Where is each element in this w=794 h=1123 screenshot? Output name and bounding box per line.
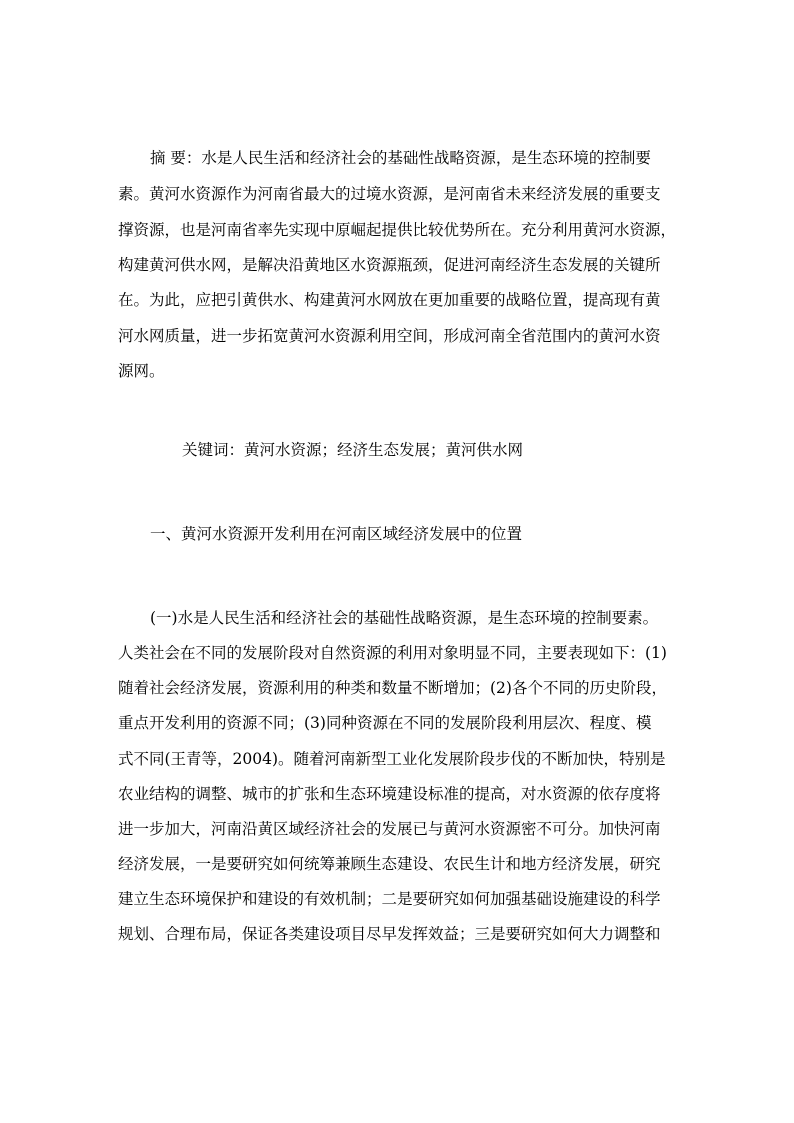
body-line-4: 重点开发利用的资源不同；(3)同种资源在不同的发展阶段利用层次、程度、模 [118,714,652,732]
section-heading: 一、黄河水资源开发利用在河南区域经济发展中的位置 [150,525,523,543]
body-line-1: (一)水是人民生活和经济社会的基础性战略资源，是生态环境的控制要素。 [150,609,659,627]
abstract-line-2: 素。黄河水资源作为河南省最大的过境水资源，是河南省未来经济发展的重要支 [118,185,661,203]
keywords: 关键词：黄河水资源；经济生态发展；黄河供水网 [182,441,524,459]
abstract-line-4: 构建黄河供水网，是解决沿黄地区水资源瓶颈，促进河南经济生态发展的关键所 [118,256,661,274]
body-line-8: 经济发展，一是要研究如何统筹兼顾生态建设、农民生计和地方经济发展，研究 [118,855,661,873]
abstract-line-7: 源网。 [118,362,165,380]
body-line-9: 建立生态环境保护和建设的有效机制；二是要研究如何加强基础设施建设的科学 [118,890,661,908]
abstract-line-3: 撑资源，也是河南省率先实现中原崛起提供比较优势所在。充分利用黄河水资源， [118,221,677,239]
body-line-3: 随着社会经济发展，资源利用的种类和数量不断增加；(2)各个不同的历史阶段， [118,679,667,697]
body-line-7: 进一步加大，河南沿黄区域经济社会的发展已与黄河水资源密不可分。加快河南 [118,820,661,838]
body-line-6: 农业结构的调整、城市的扩张和生态环境建设标准的提高，对水资源的依存度将 [118,785,661,803]
body-line-2: 人类社会在不同的发展阶段对自然资源的利用对象明显不同，主要表现如下：(1) [118,644,667,662]
abstract-line-5: 在。为此，应把引黄供水、构建黄河水网放在更加重要的战略位置，提高现有黄 [118,291,661,309]
abstract-line-1: 摘 要：水是人民生活和经济社会的基础性战略资源，是生态环境的控制要 [150,149,651,167]
abstract-line-6: 河水网质量，进一步拓宽黄河水资源利用空间，形成河南全省范围内的黄河水资 [118,327,661,345]
body-line-10: 规划、合理布局，保证各类建设项目尽早发挥效益；三是要研究如何大力调整和 [118,925,661,943]
body-line-5: 式不同(王青等，2004)。随着河南新型工业化发展阶段步伐的不断加快，特别是 [118,750,666,768]
